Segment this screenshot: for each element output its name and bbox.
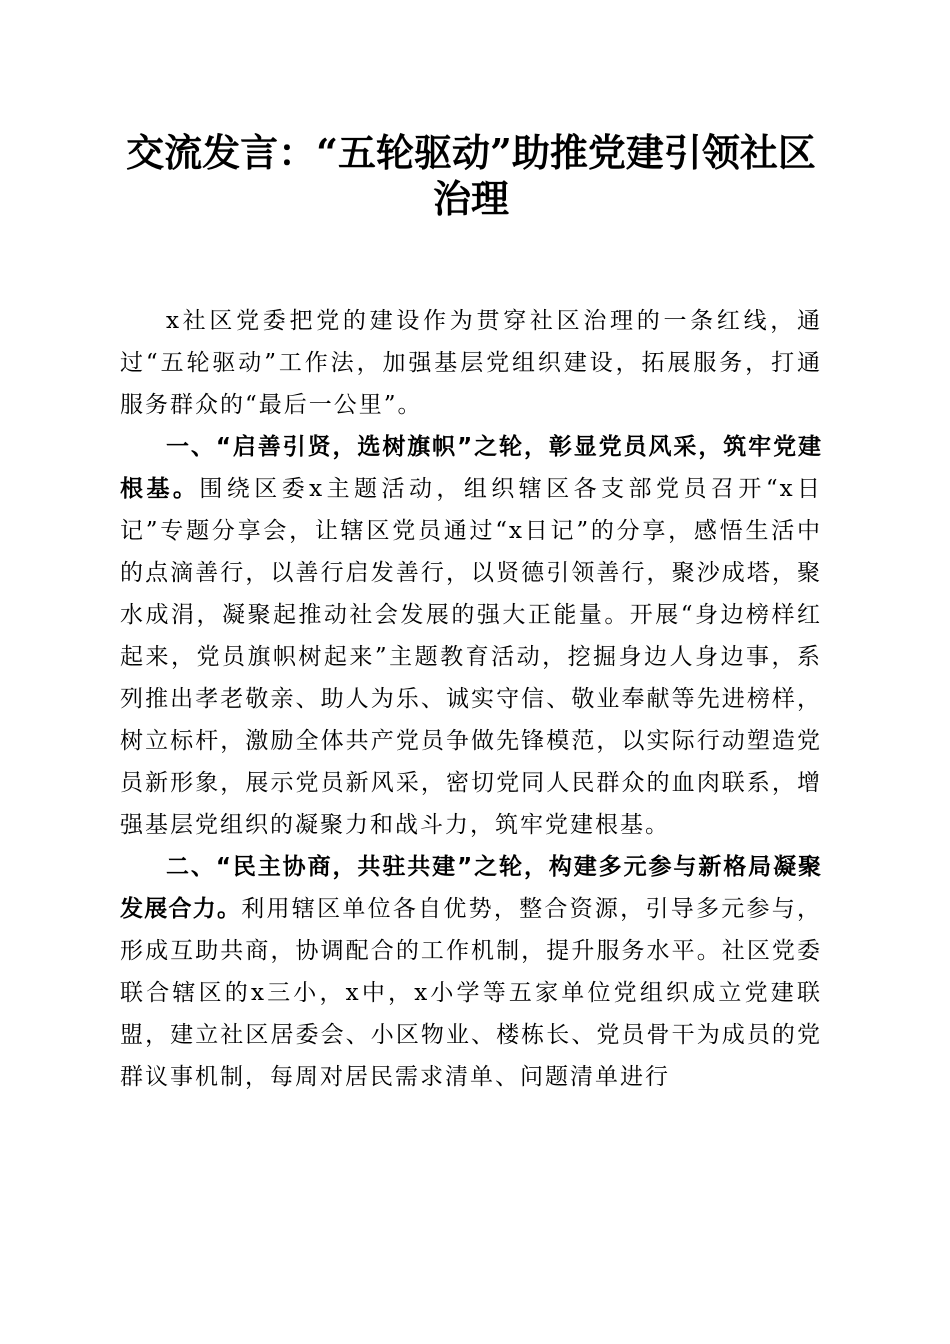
paragraph-section-2 (120, 846, 822, 1098)
section-1-heading: 一、“启善引贤，选树旗帜”之轮，彰显党员风采，筑牢党建根基。 (120, 434, 822, 502)
paragraph-text: x社区党委把党的建设作为贯穿社区治理的一条红线，通过“五轮驱动”工作法，加强基层党组织建设，拓展服务，打通服务群众的“最后一公里”。 (120, 308, 822, 418)
section-1-text: 围绕区委x主题活动，组织辖区各支部党员召开“x日记”专题分享会，让辖区党员通过“x日记”的分享，感悟生活中的点滴善行，以善行启发善行，以贤德引领善行，聚沙成塔，聚水成涓，凝聚起推动社会发展的强大正能量。开展“身边榜样红起来，党员旗帜树起来”主题教育活动，挖掘身边人身边事，系列推出孝老敬亲、助人为乐、诚实守信、敬业奉献等先进榜样，树立标杆，激励全体共产党员争做先锋模范，以实际行动塑造党员新形象，展示党员新风采，密切党同人民群众的血肉联系，增强基层党组织的凝聚力和战斗力，筑牢党建根基。 (120, 476, 823, 838)
section-2-text: 利用辖区单位各自优势，整合资源，引导多元参与，形成互助共商，协调配合的工作机制，提升服务水平。社区党委联合辖区的x三小，x中，x小学等五家单位党组织成立党建联盟，建立社区居委会、小区物业、楼栋长、党员骨干为成员的党群议事机制，每周对居民需求清单、问题清单进行 (120, 896, 823, 1090)
section-2-heading: 二、“民主协商，共驻共建”之轮，构建多元参与新格局凝聚发展合力。 (120, 854, 822, 922)
paragraph-section-1 (120, 426, 822, 846)
paragraph-intro (120, 300, 822, 426)
document-title: 交流发言：“五轮驱动”助推党建引领社区治理 (126, 130, 816, 221)
